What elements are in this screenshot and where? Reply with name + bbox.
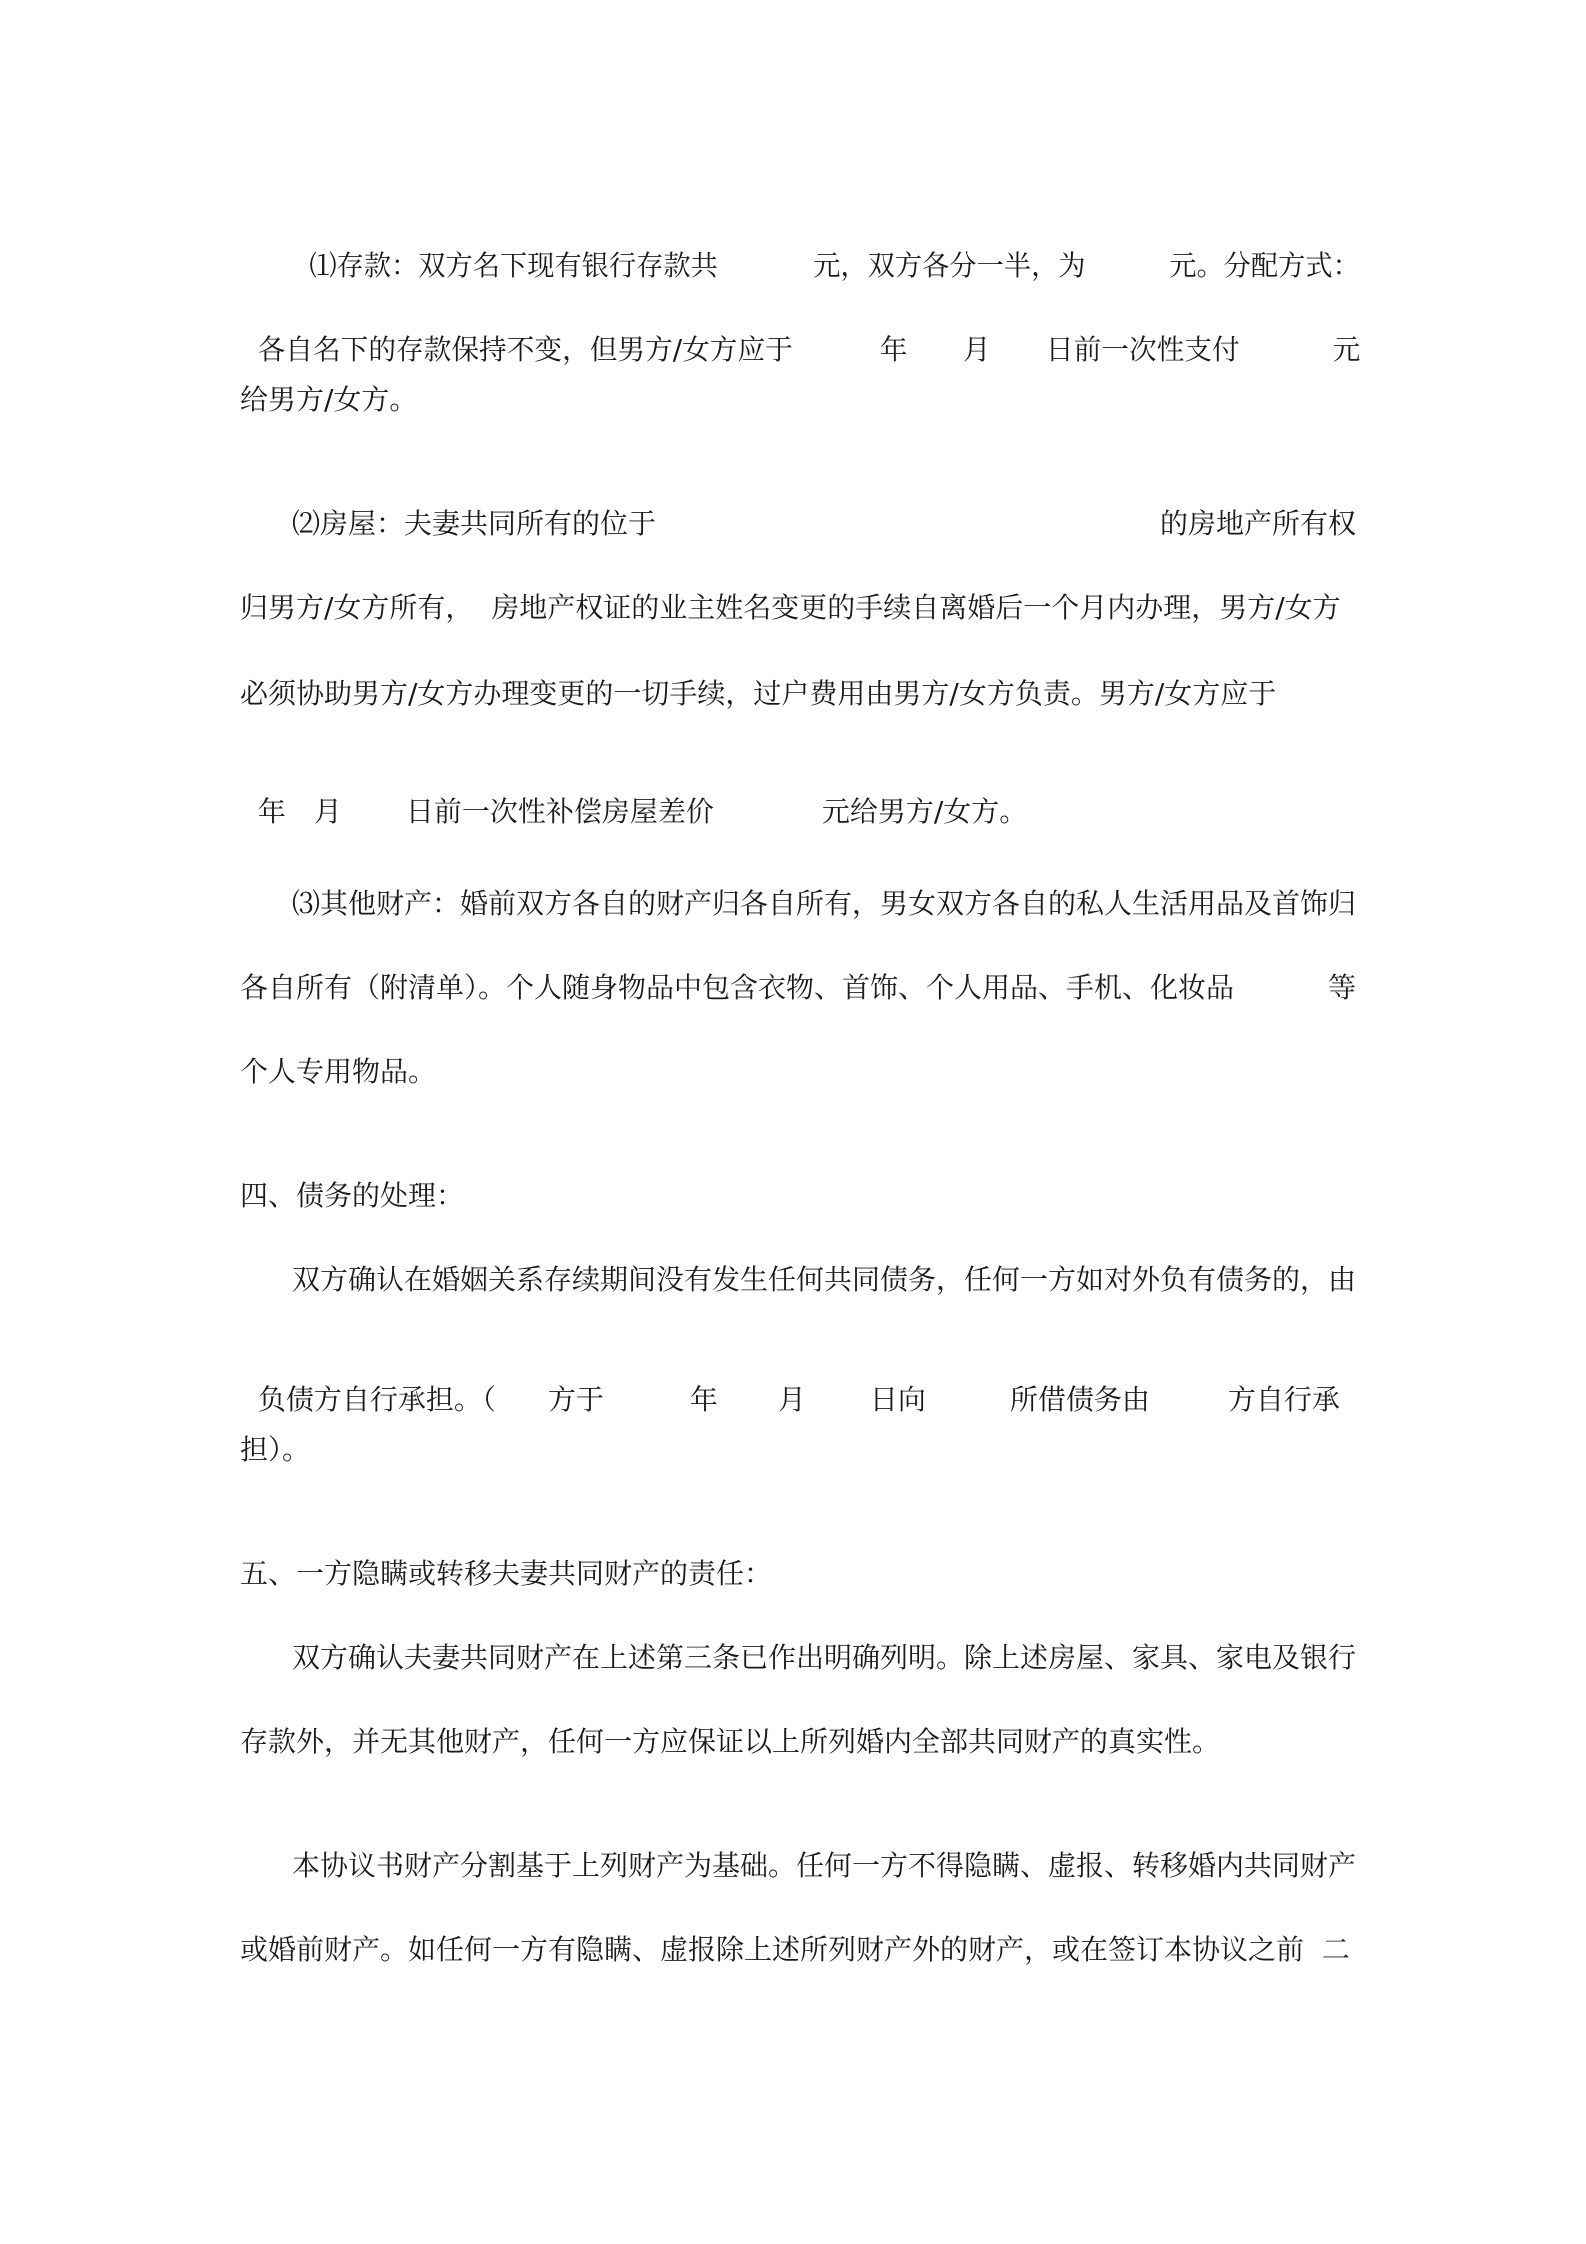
concealment-line-2: 存款外，并无其他财产，任何一方应保证以上所列婚内全部共同财产的真实性。 [240, 1725, 1221, 1758]
debt-line-1: 双方确认在婚姻关系存续期间没有发生任何共同债务，任何一方如对外负有债务的，由 [292, 1263, 1357, 1296]
text-span: ⑴存款：双方名下现有银行存款共 [309, 249, 718, 282]
text-span: 月 [962, 333, 991, 366]
other-property-line-3: 个人专用物品。 [240, 1055, 437, 1088]
agreement-line-2: 或婚前财产。如任何一方有隐瞒、虚报除上述所列财产外的财产，或在签订本协议之前 二 [240, 1933, 1350, 1966]
text-span: 所借债务由 [1009, 1383, 1150, 1416]
text-span: 元，双方各分一半，为 [813, 249, 1086, 282]
deposit-line-1 [292, 212, 1360, 284]
text-span: 等 [1327, 971, 1356, 1004]
section-heading-debts: 四、债务的处理： [240, 1179, 465, 1212]
text-span: 元。分配方式： [1169, 249, 1360, 282]
text-span: 日前一次性补偿房屋差价 [405, 795, 714, 828]
text-span: 方自行承 [1227, 1383, 1340, 1416]
other-property-line-2 [240, 970, 1356, 1006]
text-span: 各自名下的存款保持不变，但男方/女方应于 [257, 333, 793, 366]
text-span: 元 [1332, 333, 1361, 366]
text-span: 年 [257, 795, 286, 828]
text-span: 负债方自行承担。（ [257, 1383, 496, 1416]
text-span: 月 [313, 795, 342, 828]
text-span: 各自所有（附清单）。个人随身物品中包含衣物、首饰、个人用品、手机、化妆品 [240, 971, 1235, 1004]
debt-line-3: 担）。 [240, 1433, 311, 1466]
deposit-line-2 [240, 296, 1360, 368]
text-span: 方于 [547, 1383, 604, 1416]
agreement-line-1: 本协议书财产分割基于上列财产为基础。任何一方不得隐瞒、虚报、转移婚内共同财产 [292, 1849, 1357, 1882]
text-span: 年 [879, 333, 908, 366]
text-span: 年 [689, 1383, 718, 1416]
text-span: 的房地产所有权 [1159, 507, 1356, 540]
concealment-line-1: 双方确认夫妻共同财产在上述第三条已作出明确列明。除上述房屋、家具、家电及银行 [292, 1641, 1357, 1674]
text-span: 元给男方/女方。 [821, 795, 1028, 828]
deposit-line-3: 给男方/女方。 [240, 383, 418, 416]
debt-line-2 [240, 1346, 1340, 1418]
house-line-1 [292, 506, 1356, 542]
other-property-line-1: ⑶其他财产：婚前双方各自的财产归各自所有，男女双方各自的私人生活用品及首饰归 [292, 887, 1357, 920]
house-line-3: 必须协助男方/女方办理变更的一切手续，过户费用由男方/女方负责。男方/女方应于 [240, 677, 1277, 710]
text-span: ⑵房屋：夫妻共同所有的位于 [292, 507, 657, 540]
text-span: 月 [777, 1383, 806, 1416]
house-line-2: 归男方/女方所有， 房地产权证的业主姓名变更的手续自离婚后一个月内办理，男方/女方 [240, 591, 1341, 624]
section-heading-concealment: 五、一方隐瞒或转移夫妻共同财产的责任： [240, 1557, 773, 1590]
text-span: 日前一次性支付 [1045, 333, 1240, 366]
text-span: 日向 [869, 1383, 926, 1416]
house-line-4 [240, 758, 1027, 830]
